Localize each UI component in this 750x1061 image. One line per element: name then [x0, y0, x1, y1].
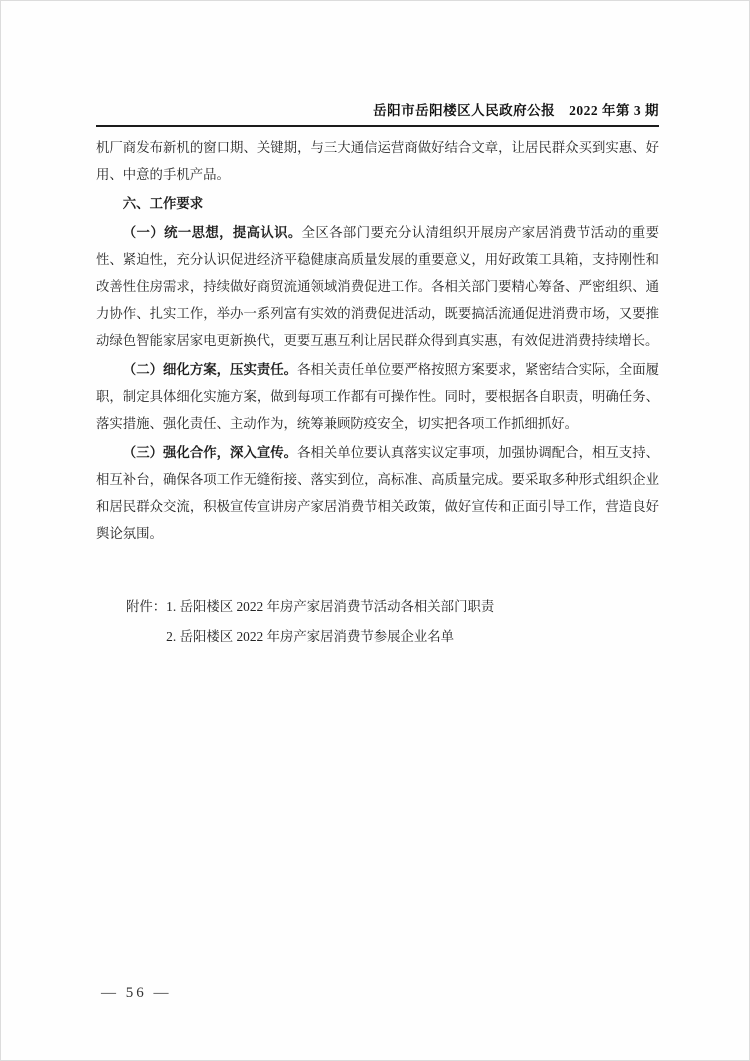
paragraph-1-text: 全区各部门要充分认清组织开展房产家居消费节活动的重要性、紧迫性，充分认识促进经济平稳健康高质量发展的重要意义，用好政策工具箱，支持刚性和改善性住房需求，持续做好商贸流通领域消费促进工作。各相关部门要精心筹备、严密组织、通力协作、扎实工作，举办一系列富有实效的消费促进活动，既要搞活流通促进消费市场，又要推动绿色智能家居家电更新换代，更要互惠互利让居民群众得到真实惠，有效促进消费持续增长。	[96, 225, 660, 348]
paragraph-3	[96, 439, 659, 547]
paragraph-1-lead: （一）统一思想，提高认识。	[122, 225, 302, 240]
paragraph-continuation: 机厂商发布新机的窗口期、关键期，与三大通信运营商做好结合文章，让居民群众买到实惠、好用、中意的手机产品。	[96, 140, 659, 182]
attachments-block	[96, 592, 659, 652]
paragraph-3-text: 各相关单位要认真落实议定事项，加强协调配合，相互支持、相互补台，确保各项工作无缝衔接、落实到位，高标准、高质量完成。要采取多种形式组织企业和居民群众交流，积极宣传宣讲房产家居消费节相关政策，做好宣传和正面引导工作，营造良好舆论氛围。	[96, 445, 660, 541]
section-heading: 六、工作要求	[122, 196, 204, 211]
attachment-item-1: 1. 岳阳楼区 2022 年房产家居消费节活动各相关部门职责	[166, 599, 495, 614]
paragraph-1	[96, 219, 659, 354]
paragraph-3-lead: （三）强化合作，深入宣传。	[122, 445, 298, 460]
document-body	[96, 134, 659, 652]
gazette-issue: 2022 年第 3 期	[569, 103, 659, 118]
page-content	[96, 103, 659, 652]
page-number: — 56 —	[101, 985, 172, 1001]
paragraph-2	[96, 356, 659, 437]
paragraph-2-lead: （二）细化方案，压实责任。	[122, 362, 298, 377]
page-header	[96, 103, 659, 127]
attachments-list	[166, 592, 494, 652]
paragraph-2-text: 各相关责任单位要严格按照方案要求，紧密结合实际，全面履职，制定具体细化实施方案，做到每项工作都有可操作性。同时，要根据各自职责，明确任务、落实措施、强化责任、主动作为，统筹兼顾防疫安全，切实把各项工作抓细抓好。	[96, 362, 660, 431]
attachment-item-2: 2. 岳阳楼区 2022 年房产家居消费节参展企业名单	[166, 629, 455, 644]
gazette-title: 岳阳市岳阳楼区人民政府公报	[373, 103, 556, 118]
attachments-label: 附件：	[126, 599, 167, 614]
